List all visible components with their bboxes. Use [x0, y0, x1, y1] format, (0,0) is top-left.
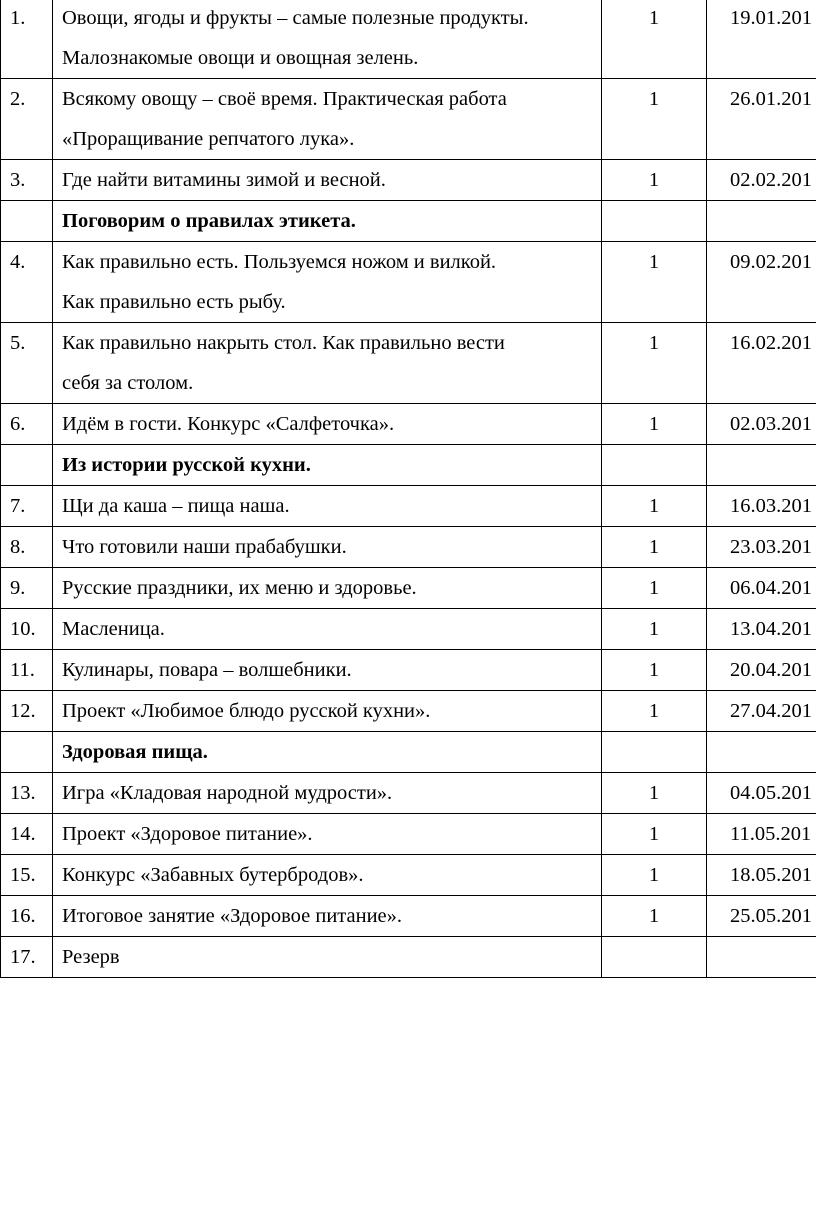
row-number: 7.: [1, 486, 53, 527]
lesson-title: [53, 527, 602, 568]
section-header-row: [1, 445, 816, 486]
row-number: 9.: [1, 568, 53, 609]
row-number: 17.: [1, 937, 53, 978]
row-number: 14.: [1, 814, 53, 855]
table-row: [1, 896, 816, 937]
date-cell: 16.03.201: [707, 486, 816, 527]
date-cell: 02.02.201: [707, 160, 816, 201]
lesson-title-line: Как правильно есть. Пользуемся ножом и вилкой.: [62, 251, 497, 273]
section-header-row: [1, 732, 816, 773]
date-cell: [707, 937, 816, 978]
lesson-title-line: Масленица.: [62, 618, 165, 640]
lesson-title: [53, 0, 602, 79]
lesson-title-line: Что готовили наши прабабушки.: [62, 536, 347, 558]
row-number: 4.: [1, 242, 53, 323]
table-row: [1, 160, 816, 201]
table-row: [1, 323, 816, 404]
lesson-title-line: Здоровая пища.: [62, 741, 208, 763]
date-cell: 27.04.201: [707, 691, 816, 732]
table-row: [1, 691, 816, 732]
lesson-title: [53, 323, 602, 404]
row-number: 16.: [1, 896, 53, 937]
hours-cell: 1: [602, 814, 707, 855]
lesson-title: [53, 486, 602, 527]
date-cell: [707, 201, 816, 242]
lesson-title-line: Из истории русской кухни.: [62, 454, 311, 476]
date-cell: [707, 732, 816, 773]
hours-cell: [602, 937, 707, 978]
hours-cell: 1: [602, 568, 707, 609]
hours-cell: 1: [602, 691, 707, 732]
lesson-title-line: «Проращивание репчатого лука».: [62, 128, 355, 150]
table-row: [1, 568, 816, 609]
hours-cell: 1: [602, 404, 707, 445]
schedule-body: [1, 0, 816, 978]
table-row: [1, 609, 816, 650]
lesson-title-line: Резерв: [62, 946, 120, 968]
lesson-title-line: Где найти витамины зимой и весной.: [62, 169, 386, 191]
lesson-title-line: Проект «Здоровое питание».: [62, 823, 313, 845]
date-cell: 09.02.201: [707, 242, 816, 323]
lesson-title: [53, 937, 602, 978]
row-number: [1, 732, 53, 773]
table-row: [1, 79, 816, 160]
section-title: [53, 732, 602, 773]
lesson-title: [53, 691, 602, 732]
hours-cell: 1: [602, 650, 707, 691]
table-row: [1, 404, 816, 445]
table-row: [1, 486, 816, 527]
lesson-title: [53, 609, 602, 650]
row-number: 13.: [1, 773, 53, 814]
row-number: [1, 201, 53, 242]
date-cell: 11.05.201: [707, 814, 816, 855]
row-number: 3.: [1, 160, 53, 201]
hours-cell: 1: [602, 486, 707, 527]
hours-cell: 1: [602, 896, 707, 937]
lesson-title: [53, 650, 602, 691]
lesson-title-line: Овощи, ягоды и фрукты – самые полезные продукты.: [62, 7, 529, 29]
section-title: [53, 445, 602, 486]
hours-cell: 1: [602, 773, 707, 814]
lesson-title-line: Идём в гости. Конкурс «Салфеточка».: [62, 413, 395, 435]
hours-cell: [602, 732, 707, 773]
table-row: [1, 937, 816, 978]
date-cell: [707, 445, 816, 486]
date-cell: 20.04.201: [707, 650, 816, 691]
hours-cell: [602, 445, 707, 486]
date-cell: 26.01.201: [707, 79, 816, 160]
lesson-title: [53, 160, 602, 201]
lesson-title-line: Проект «Любимое блюдо русской кухни».: [62, 700, 431, 722]
section-header-row: [1, 201, 816, 242]
date-cell: 19.01.201: [707, 0, 816, 79]
hours-cell: 1: [602, 323, 707, 404]
lesson-title-line: Русские праздники, их меню и здоровье.: [62, 577, 417, 599]
table-row: [1, 527, 816, 568]
lesson-title-line: Конкурс «Забавных бутербродов».: [62, 864, 364, 886]
date-cell: 25.05.201: [707, 896, 816, 937]
lesson-title-line: Итоговое занятие «Здоровое питание».: [62, 905, 403, 927]
hours-cell: 1: [602, 160, 707, 201]
hours-cell: 1: [602, 0, 707, 79]
hours-cell: [602, 201, 707, 242]
date-cell: 04.05.201: [707, 773, 816, 814]
lesson-title-line: Как правильно накрыть стол. Как правильно вести: [62, 332, 505, 354]
date-cell: 06.04.201: [707, 568, 816, 609]
row-number: 12.: [1, 691, 53, 732]
section-title: [53, 201, 602, 242]
lesson-title: [53, 855, 602, 896]
row-number: 5.: [1, 323, 53, 404]
date-cell: 23.03.201: [707, 527, 816, 568]
date-cell: 16.02.201: [707, 323, 816, 404]
lesson-title: [53, 404, 602, 445]
lesson-title-line: Всякому овощу – своё время. Практическая работа: [62, 88, 507, 110]
lesson-title-line: себя за столом.: [62, 372, 194, 394]
hours-cell: 1: [602, 855, 707, 896]
lesson-title-line: Как правильно есть рыбу.: [62, 291, 286, 313]
table-row: [1, 242, 816, 323]
row-number: 8.: [1, 527, 53, 568]
row-number: 2.: [1, 79, 53, 160]
hours-cell: 1: [602, 79, 707, 160]
lesson-title: [53, 773, 602, 814]
date-cell: 18.05.201: [707, 855, 816, 896]
row-number: 10.: [1, 609, 53, 650]
lesson-title-line: Кулинары, повара – волшебники.: [62, 659, 352, 681]
table-row: [1, 0, 816, 79]
row-number: 1.: [1, 0, 53, 79]
lesson-title-line: Игра «Кладовая народной мудрости».: [62, 782, 393, 804]
lesson-title-line: Поговорим о правилах этикета.: [62, 210, 356, 232]
table-row: [1, 773, 816, 814]
lesson-title: [53, 79, 602, 160]
table-row: [1, 650, 816, 691]
hours-cell: 1: [602, 527, 707, 568]
row-number: 11.: [1, 650, 53, 691]
row-number: 6.: [1, 404, 53, 445]
lesson-title-line: Щи да каша – пища наша.: [62, 495, 290, 517]
table-row: [1, 855, 816, 896]
row-number: 15.: [1, 855, 53, 896]
date-cell: 13.04.201: [707, 609, 816, 650]
lesson-title-line: Малознакомые овощи и овощная зелень.: [62, 47, 419, 69]
hours-cell: 1: [602, 609, 707, 650]
row-number: [1, 445, 53, 486]
lesson-title: [53, 242, 602, 323]
lesson-title: [53, 896, 602, 937]
hours-cell: 1: [602, 242, 707, 323]
lesson-title: [53, 814, 602, 855]
lesson-title: [53, 568, 602, 609]
table-row: [1, 814, 816, 855]
date-cell: 02.03.201: [707, 404, 816, 445]
